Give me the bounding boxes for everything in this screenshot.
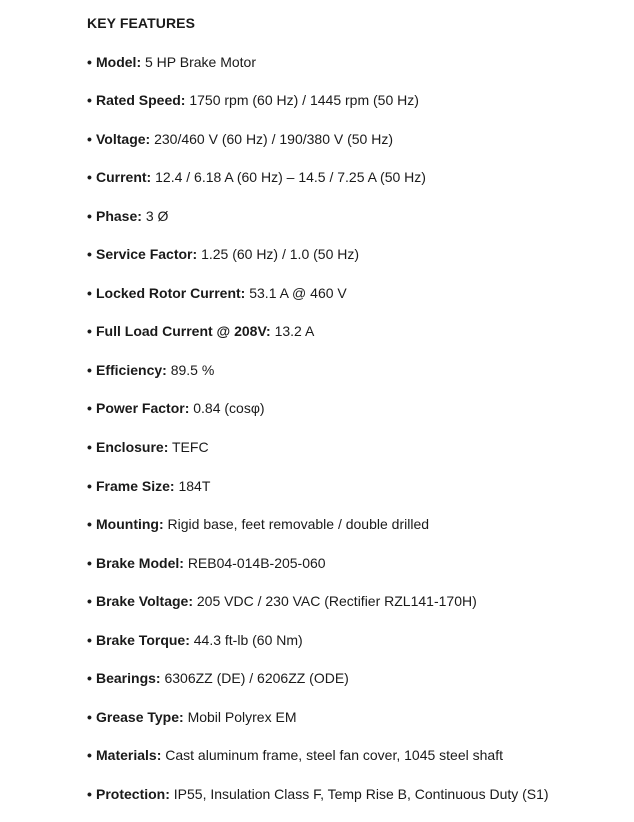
feature-label: Materials: bbox=[96, 747, 161, 763]
feature-value: 3 Ø bbox=[146, 208, 169, 224]
feature-label: Current: bbox=[96, 169, 151, 185]
list-item bbox=[87, 398, 634, 437]
feature-value: IP55, Insulation Class F, Temp Rise B, Continuous Duty (S1) bbox=[174, 786, 549, 802]
feature-value: 230/460 V (60 Hz) / 190/380 V (50 Hz) bbox=[154, 131, 393, 147]
list-item bbox=[87, 591, 634, 630]
list-item bbox=[87, 52, 634, 91]
bullet: • bbox=[87, 360, 96, 380]
feature-label: Brake Model: bbox=[96, 555, 184, 571]
feature-value: 89.5 % bbox=[171, 362, 215, 378]
bullet: • bbox=[87, 514, 96, 534]
feature-value: 5 HP Brake Motor bbox=[145, 54, 256, 70]
bullet: • bbox=[87, 745, 96, 765]
feature-value: 1.25 (60 Hz) / 1.0 (50 Hz) bbox=[201, 246, 359, 262]
feature-label: Rated Speed: bbox=[96, 92, 185, 108]
feature-label: Model: bbox=[96, 54, 141, 70]
bullet: • bbox=[87, 553, 96, 573]
feature-value: Cast aluminum frame, steel fan cover, 1045 steel shaft bbox=[165, 747, 503, 763]
feature-value: REB04-014B-205-060 bbox=[188, 555, 326, 571]
bullet: • bbox=[87, 52, 96, 72]
list-item bbox=[87, 514, 634, 553]
feature-label: Full Load Current @ 208V: bbox=[96, 323, 271, 339]
list-item bbox=[87, 553, 634, 592]
section-heading: KEY FEATURES bbox=[87, 13, 634, 33]
feature-label: Frame Size: bbox=[96, 478, 175, 494]
list-item bbox=[87, 437, 634, 476]
feature-label: Efficiency: bbox=[96, 362, 167, 378]
bullet: • bbox=[87, 129, 96, 149]
feature-value: TEFC bbox=[172, 439, 209, 455]
feature-label: Brake Torque: bbox=[96, 632, 190, 648]
feature-label: Enclosure: bbox=[96, 439, 168, 455]
feature-value: Mobil Polyrex EM bbox=[188, 709, 297, 725]
bullet: • bbox=[87, 437, 96, 457]
feature-list bbox=[87, 52, 634, 822]
feature-value: 1750 rpm (60 Hz) / 1445 rpm (50 Hz) bbox=[189, 92, 419, 108]
list-item bbox=[87, 129, 634, 168]
list-item bbox=[87, 630, 634, 669]
feature-label: Brake Voltage: bbox=[96, 593, 193, 609]
feature-value: Rigid base, feet removable / double drilled bbox=[168, 516, 430, 532]
bullet: • bbox=[87, 668, 96, 688]
list-item bbox=[87, 90, 634, 129]
bullet: • bbox=[87, 784, 96, 804]
feature-value: 205 VDC / 230 VAC (Rectifier RZL141-170H) bbox=[197, 593, 477, 609]
bullet: • bbox=[87, 707, 96, 727]
feature-label: Locked Rotor Current: bbox=[96, 285, 245, 301]
bullet: • bbox=[87, 476, 96, 496]
feature-value: 0.84 (cosφ) bbox=[193, 400, 264, 416]
bullet: • bbox=[87, 244, 96, 264]
bullet: • bbox=[87, 167, 96, 187]
list-item bbox=[87, 668, 634, 707]
feature-value: 6306ZZ (DE) / 6206ZZ (ODE) bbox=[164, 670, 348, 686]
bullet: • bbox=[87, 630, 96, 650]
list-item bbox=[87, 784, 634, 822]
list-item bbox=[87, 167, 634, 206]
list-item bbox=[87, 360, 634, 399]
feature-value: 53.1 A @ 460 V bbox=[249, 285, 347, 301]
feature-label: Grease Type: bbox=[96, 709, 184, 725]
list-item bbox=[87, 745, 634, 784]
list-item bbox=[87, 244, 634, 283]
list-item bbox=[87, 321, 634, 360]
feature-label: Bearings: bbox=[96, 670, 161, 686]
bullet: • bbox=[87, 90, 96, 110]
bullet: • bbox=[87, 398, 96, 418]
list-item bbox=[87, 707, 634, 746]
feature-value: 44.3 ft-lb (60 Nm) bbox=[194, 632, 303, 648]
feature-label: Service Factor: bbox=[96, 246, 197, 262]
bullet: • bbox=[87, 206, 96, 226]
bullet: • bbox=[87, 283, 96, 303]
feature-label: Power Factor: bbox=[96, 400, 189, 416]
bullet: • bbox=[87, 591, 96, 611]
feature-label: Voltage: bbox=[96, 131, 150, 147]
feature-value: 12.4 / 6.18 A (60 Hz) – 14.5 / 7.25 A (50 Hz) bbox=[155, 169, 426, 185]
feature-value: 184T bbox=[178, 478, 210, 494]
list-item bbox=[87, 206, 634, 245]
feature-value: 13.2 A bbox=[275, 323, 315, 339]
bullet: • bbox=[87, 321, 96, 341]
feature-label: Protection: bbox=[96, 786, 170, 802]
feature-label: Phase: bbox=[96, 208, 142, 224]
list-item bbox=[87, 476, 634, 515]
list-item bbox=[87, 283, 634, 322]
feature-label: Mounting: bbox=[96, 516, 164, 532]
